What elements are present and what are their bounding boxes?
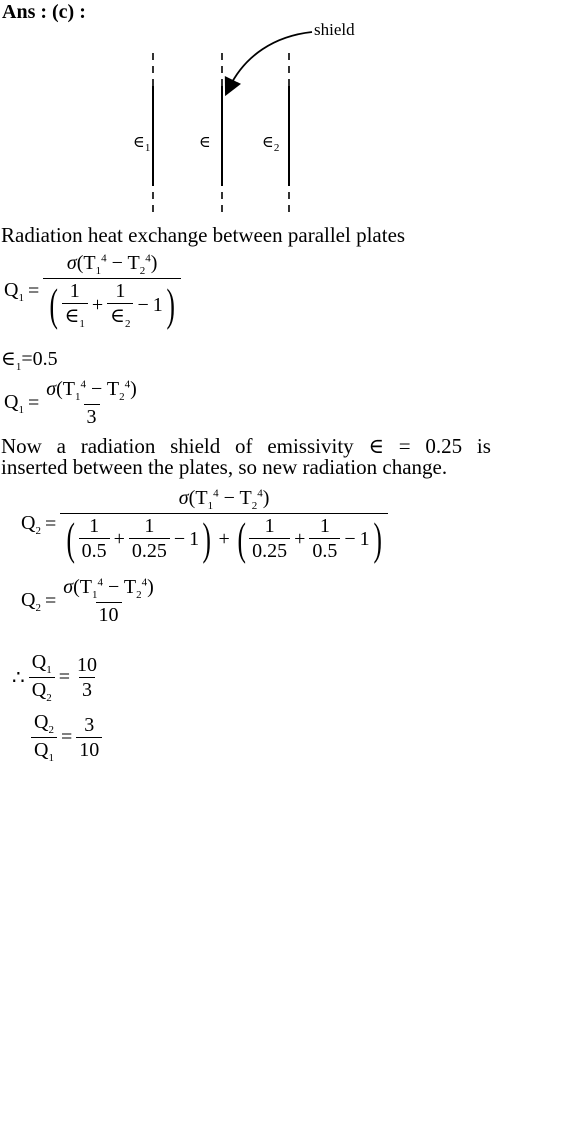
paragraph-line-2: inserted between the plates, so new radiation change.	[1, 455, 448, 479]
q1-fraction: $\sigma(T_1^4 - T_2^4)$ ( $\frac{1}{\in_1}$ + $\frac{1}{\in_2}$ − 1 )	[43, 252, 181, 330]
paragraph-line-1: Now a radiation shield of emissivity ∈ = 0.25 is	[1, 434, 491, 458]
eps1-value: $\in_1=0.5$	[1, 348, 58, 373]
q1-symbol: $Q_1$	[4, 278, 24, 304]
answer-heading: Ans : (c) :	[2, 1, 86, 23]
equation-q1-general: $Q_1$ = $\sigma(T_1^4 - T_2^4)$ ( $\frac{1}{\in_1}$ + $\frac{1}{\in_2}$ − 1 )	[4, 252, 181, 330]
equation-q2-value: $Q_2$ = $\frac{\sigma(T_1^4 - T_2^4)}{10}$	[21, 576, 154, 627]
shield-emissivity-label: ∈	[199, 134, 211, 151]
equation-q2-general: $Q_2$ = $\sigma(T_1^4 - T_2^4)$ ( $\frac{1}{0.5}$ + $\frac{1}{0.25}$ − 1 ) + ( $\frac{1}{0.25}$ + $\frac{1}{0.5}$ − 1 )	[21, 487, 388, 562]
intro-text: Radiation heat exchange between parallel plates	[1, 223, 406, 247]
plates-figure	[0, 0, 570, 225]
emissivity-2-label: $\in_2$	[262, 134, 280, 155]
equation-ratio-q1-q2: ∴ $\frac{Q_1}{Q_2}$ = $\frac{10}{3}$	[12, 651, 97, 705]
equation-q1-value: $Q_1$ = $\frac{\sigma(T_1^4 - T_2^4)}{3}$	[4, 378, 137, 429]
emissivity-1-label: $\in_1$	[133, 134, 151, 155]
equation-ratio-q2-q1: $\frac{Q_2}{Q_1}$ = $\frac{3}{10}$	[31, 711, 102, 764]
shield-arrow	[229, 32, 312, 88]
shield-label: shield	[314, 20, 355, 39]
shield-paragraph	[1, 436, 491, 478]
